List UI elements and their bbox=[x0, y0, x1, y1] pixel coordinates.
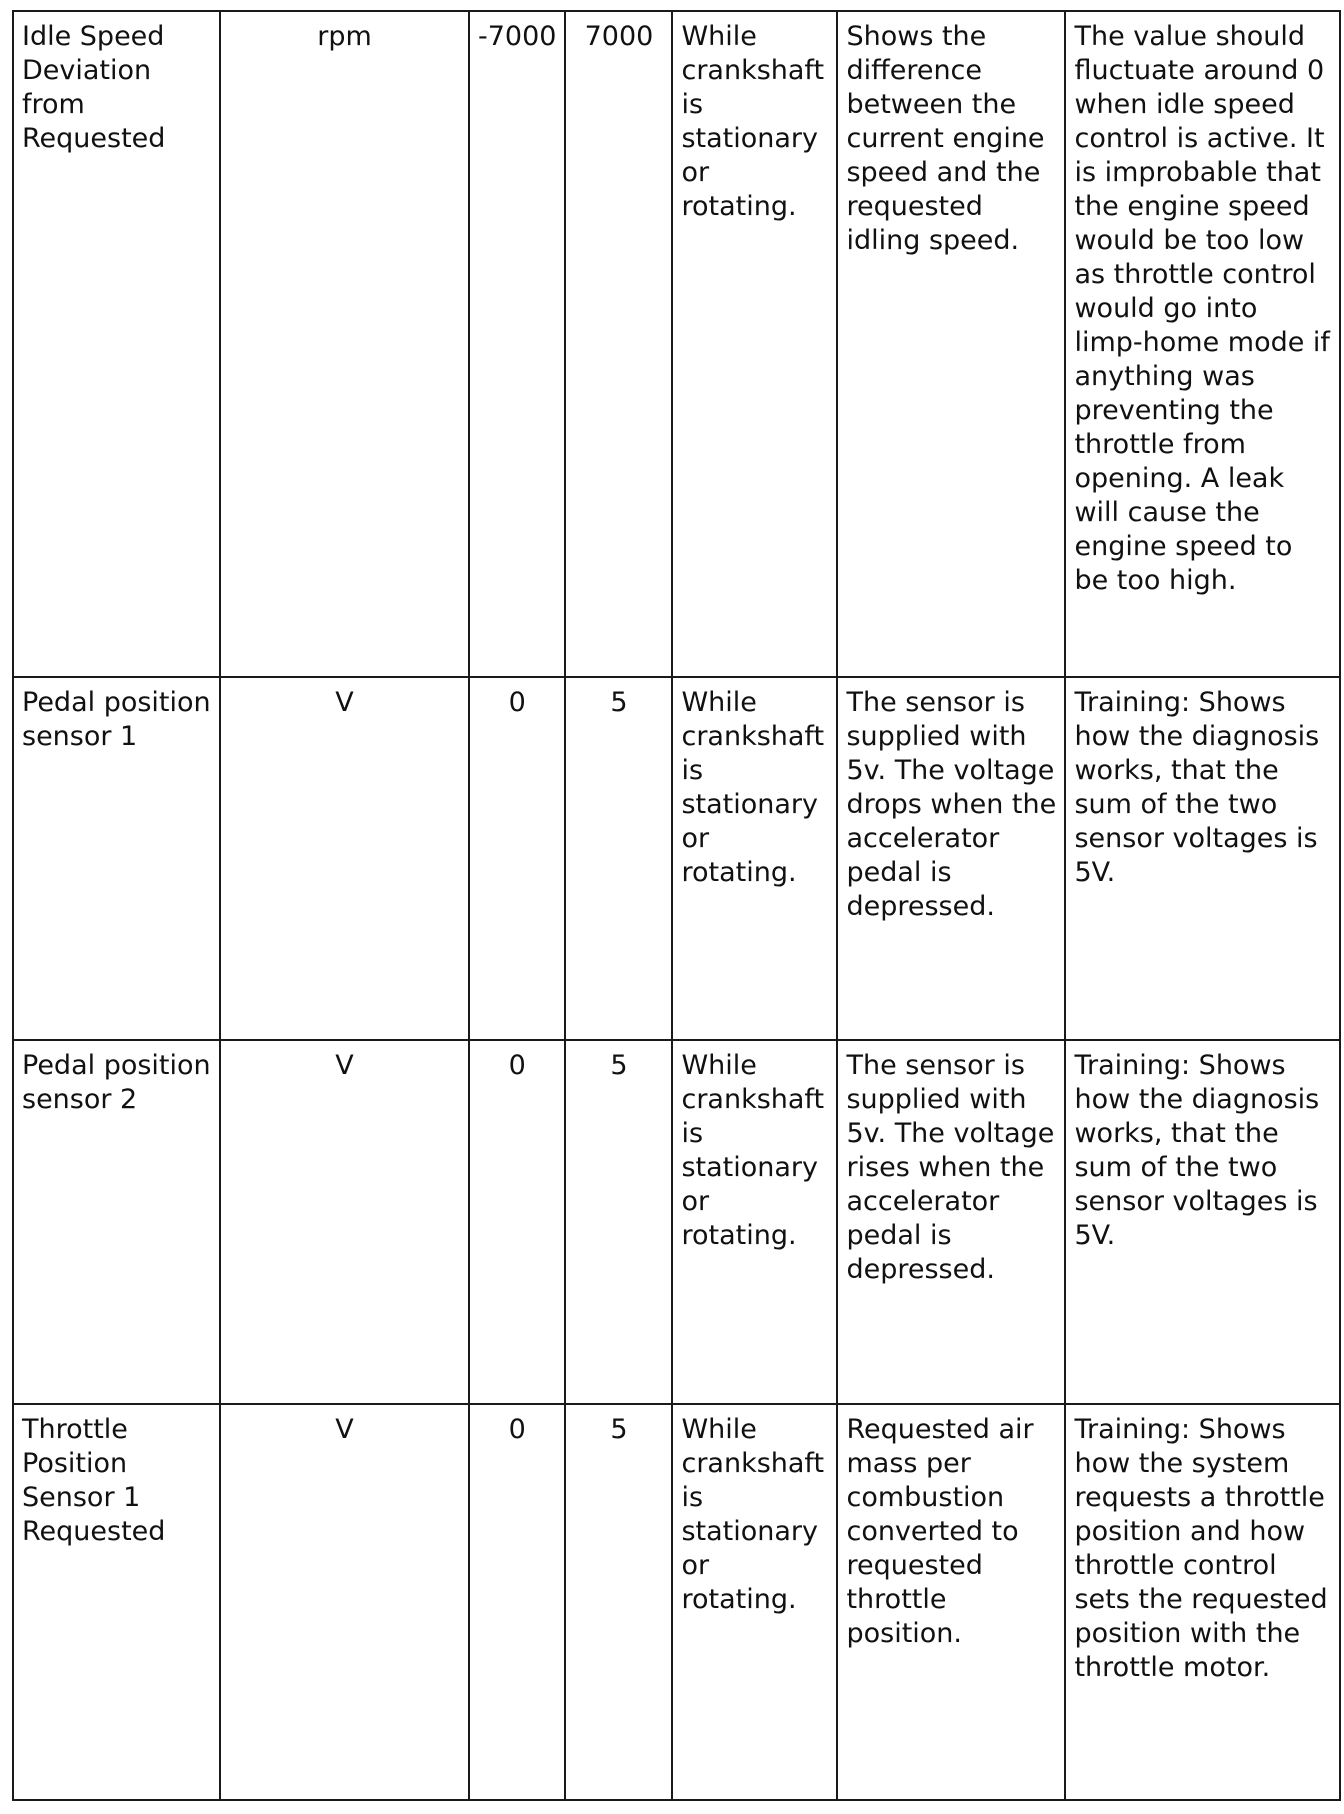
parameter-name-cell: Pedal position sensor 1 bbox=[13, 677, 220, 1040]
condition-cell: While crankshaft is stationary or rotating. bbox=[672, 11, 837, 677]
table-row bbox=[13, 677, 1340, 1040]
note-cell: Training: Shows how the diagnosis works, that the sum of the two sensor voltages is 5V. bbox=[1065, 677, 1340, 1040]
description-cell: The sensor is supplied with 5v. The voltage drops when the accelerator pedal is depressed. bbox=[837, 677, 1065, 1040]
note-cell: The value should fluctuate around 0 when idle speed control is active. It is improbable that the engine speed would be too low as throttle control would go into limp-home mode if anything was preventing the throttle from opening. A leak will cause the engine speed to be too high. bbox=[1065, 11, 1340, 677]
unit-cell: V bbox=[220, 677, 469, 1040]
max-value-cell: 5 bbox=[565, 1404, 672, 1800]
parameter-table bbox=[12, 10, 1341, 1801]
parameter-name-cell: Idle Speed Deviation from Requested bbox=[13, 11, 220, 677]
description-cell: Shows the difference between the current engine speed and the requested idling speed. bbox=[837, 11, 1065, 677]
table-row bbox=[13, 1040, 1340, 1404]
description-cell: Requested air mass per combustion converted to requested throttle position. bbox=[837, 1404, 1065, 1800]
unit-cell: V bbox=[220, 1040, 469, 1404]
table-row bbox=[13, 11, 1340, 677]
max-value-cell: 5 bbox=[565, 1040, 672, 1404]
description-cell: The sensor is supplied with 5v. The voltage rises when the accelerator pedal is depressed. bbox=[837, 1040, 1065, 1404]
parameter-name-cell: Throttle Position Sensor 1 Requested bbox=[13, 1404, 220, 1800]
parameter-name-cell: Pedal position sensor 2 bbox=[13, 1040, 220, 1404]
unit-cell: V bbox=[220, 1404, 469, 1800]
note-cell: Training: Shows how the system requests a throttle position and how throttle control sets the requested position with the throttle motor. bbox=[1065, 1404, 1340, 1800]
min-value-cell: 0 bbox=[469, 677, 565, 1040]
max-value-cell: 5 bbox=[565, 677, 672, 1040]
min-value-cell: 0 bbox=[469, 1404, 565, 1800]
min-value-cell: 0 bbox=[469, 1040, 565, 1404]
max-value-cell: 7000 bbox=[565, 11, 672, 677]
condition-cell: While crankshaft is stationary or rotating. bbox=[672, 677, 837, 1040]
condition-cell: While crankshaft is stationary or rotating. bbox=[672, 1404, 837, 1800]
min-value-cell: -7000 bbox=[469, 11, 565, 677]
note-cell: Training: Shows how the diagnosis works, that the sum of the two sensor voltages is 5V. bbox=[1065, 1040, 1340, 1404]
unit-cell: rpm bbox=[220, 11, 469, 677]
condition-cell: While crankshaft is stationary or rotating. bbox=[672, 1040, 837, 1404]
table-row bbox=[13, 1404, 1340, 1800]
